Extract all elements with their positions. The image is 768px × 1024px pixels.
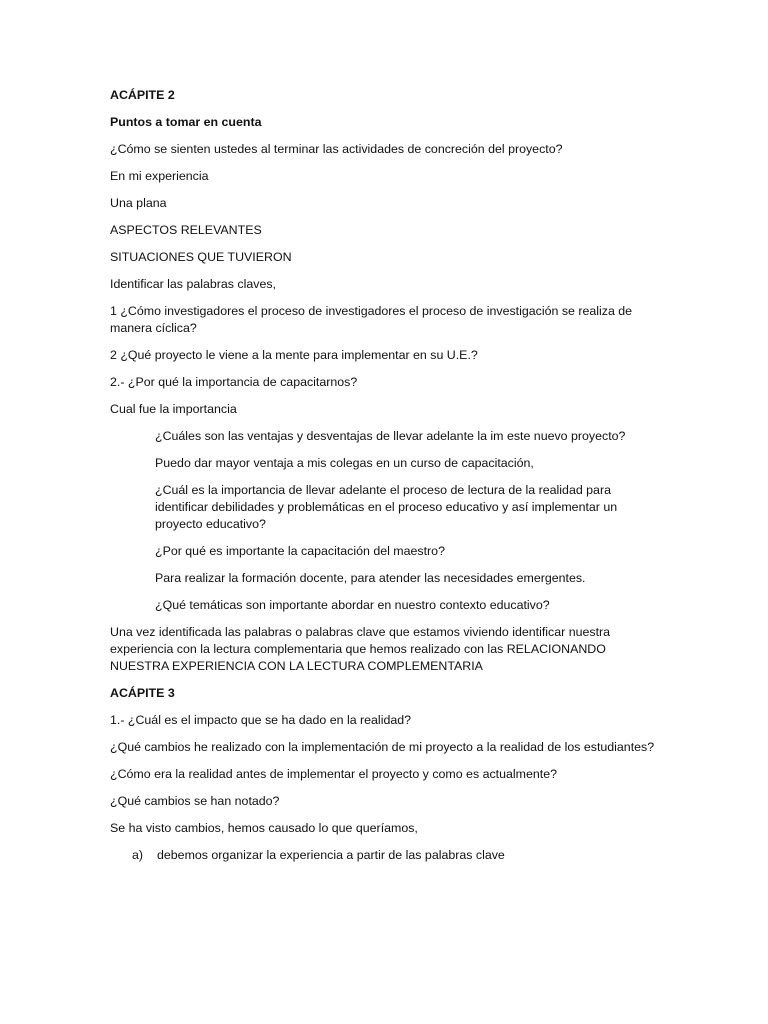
paragraph: Una plana [110,196,167,210]
paragraph: 2.- ¿Por qué la importancia de capacitarnos? [110,375,358,389]
paragraph: ¿Qué cambios he realizado con la implementación de mi proyecto a la realidad de los estudiantes? [110,740,655,754]
list-marker: a) [132,848,144,862]
indented-paragraph: Para realizar la formación docente, para atender las necesidades emergentes. [155,571,586,585]
paragraph: ¿Cómo era la realidad antes de implementar el proyecto y como es actualmente? [110,767,557,781]
paragraph: Identificar las palabras claves, [110,277,276,291]
section-2-subheading: Puntos a tomar en cuenta [110,115,262,129]
paragraph: ¿Cómo se sienten ustedes al terminar las actividades de concreción del proyecto? [110,142,563,156]
list-item [110,847,658,864]
indented-paragraph: ¿Cuáles son las ventajas y desventajas de llevar adelante la im este nuevo proyecto? [155,429,626,443]
indented-paragraph: Puedo dar mayor ventaja a mis colegas en un curso de capacitación, [155,456,534,470]
indented-paragraph: ¿Por qué es importante la capacitación del maestro? [155,544,445,558]
paragraph: ¿Qué cambios se han notado? [110,794,280,808]
document-body [110,87,658,864]
paragraph: Cual fue la importancia [110,402,237,416]
section-2-heading: ACÁPITE 2 [110,88,175,102]
indented-paragraph: ¿Qué temáticas son importante abordar en nuestro contexto educativo? [155,598,550,612]
list-item-text: debemos organizar la experiencia a partir de las palabras clave [157,848,505,862]
paragraph: ASPECTOS RELEVANTES [110,223,262,237]
paragraph: 2 ¿Qué proyecto le viene a la mente para implementar en su U.E.? [110,348,478,362]
paragraph: En mi experiencia [110,169,209,183]
paragraph: 1 ¿Cómo investigadores el proceso de investigadores el proceso de investigación se realiza de manera cíclica? [110,304,633,335]
paragraph: 1.- ¿Cuál es el impacto que se ha dado en la realidad? [110,713,412,727]
paragraph: Se ha visto cambios, hemos causado lo que queríamos, [110,821,418,835]
section-3-heading: ACÁPITE 3 [110,686,175,700]
indented-paragraph: ¿Cuál es la importancia de llevar adelante el proceso de lectura de la realidad para identificar debilidades y problemáticas en el proceso educativo y así implementar un proyecto educativo? [155,483,618,531]
closing-paragraph: Una vez identificada las palabras o palabras clave que estamos viviendo identificar nuestra experiencia con la lectura complementaria que hemos realizado con las RELACIONANDO NUESTRA EXPERIENCIA CON LA LECTURA COMPLEMENTARIA [110,625,611,673]
paragraph: SITUACIONES QUE TUVIERON [110,250,292,264]
